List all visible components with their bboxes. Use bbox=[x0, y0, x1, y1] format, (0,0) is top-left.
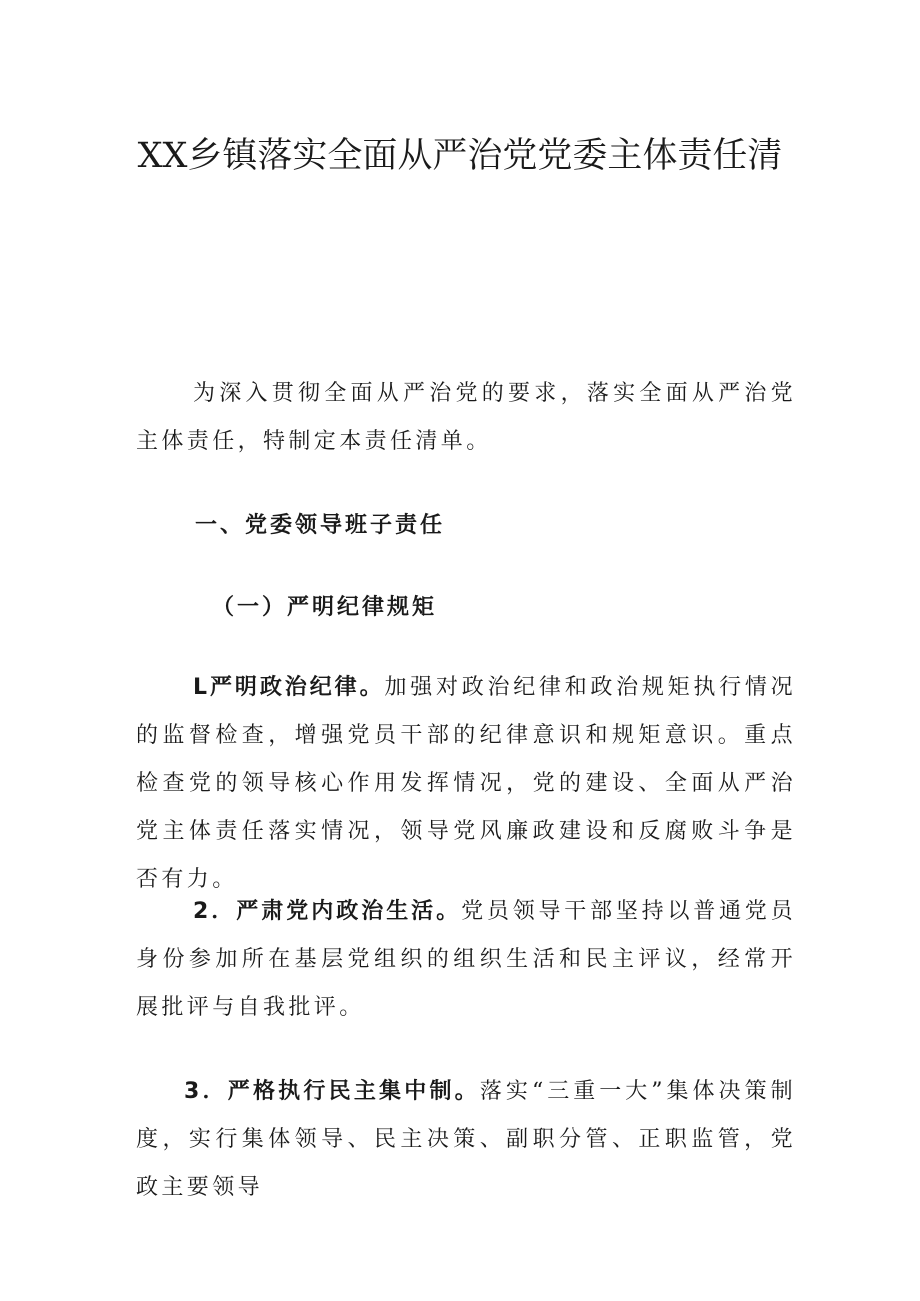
section-heading: 一、党委领导班子责任 bbox=[195, 513, 446, 538]
item-lead-3: 3．严格执行民主集中制。 bbox=[184, 1079, 480, 1104]
item-body-2: 党员领导干部坚持以普通党员身份参加所在基层党组织的组织生活和民主评议，经常开展批评与自我批评。 bbox=[136, 899, 796, 1020]
item-lead-2: 2．严肃党内政治生活。 bbox=[193, 899, 462, 924]
item-paragraph-2 bbox=[136, 888, 796, 1032]
item-body-1: 加强对政治纪律和政治规矩执行情况的监督检查，增强党员干部的纪律意识和规矩意识。重点检查党的领导核心作用发挥情况，党的建设、全面从严治党主体责任落实情况，领导党风廉政建设和反腐败斗争是否有力。 bbox=[136, 675, 796, 892]
item-body-3: 落实“三重一大”集体决策制度，实行集体领导、民主决策、副职分管、正职监管，党政主要领导 bbox=[136, 1079, 796, 1200]
item-paragraph-1 bbox=[136, 664, 796, 904]
item-lead-1: L严明政治纪律。 bbox=[193, 675, 385, 700]
intro-paragraph: 为深入贯彻全面从严治党的要求，落实全面从严治党主体责任，特制定本责任清单。 bbox=[136, 381, 796, 454]
document-title: XX乡镇落实全面从严治党党委主体责任清 bbox=[137, 136, 783, 176]
item-paragraph-3 bbox=[136, 1068, 796, 1212]
subsection-heading: （一）严明纪律规矩 bbox=[212, 594, 438, 620]
